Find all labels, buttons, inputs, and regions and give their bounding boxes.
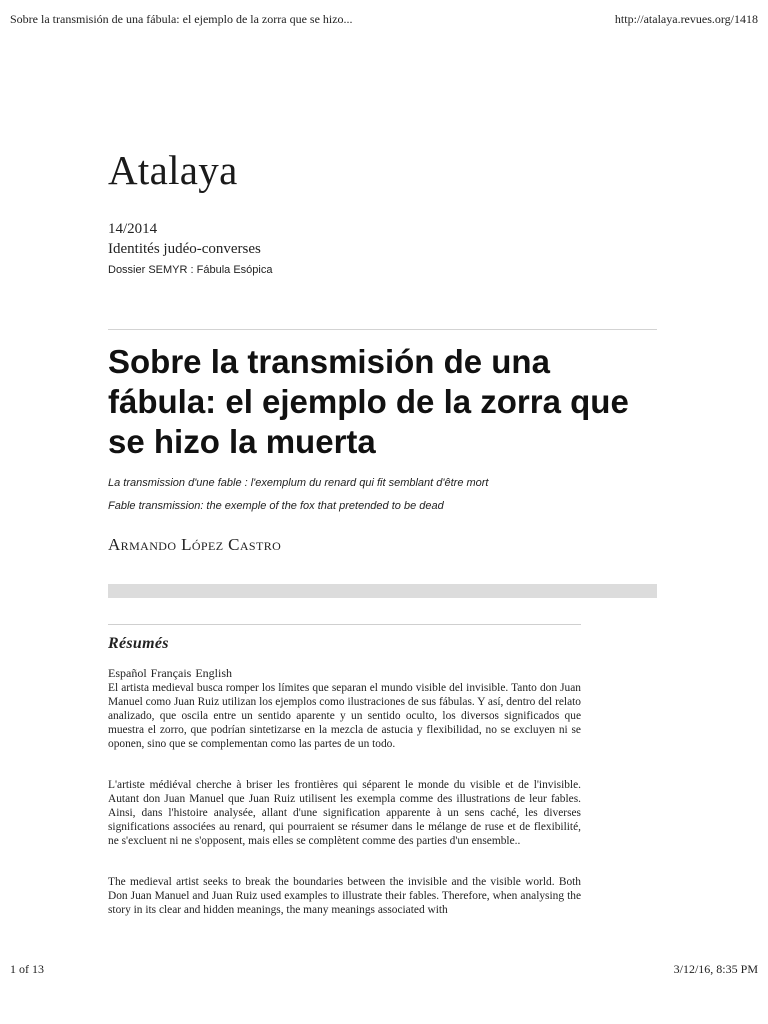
language-switcher: [108, 666, 236, 681]
divider: [108, 624, 581, 625]
alt-title-english: Fable transmission: the exemple of the fox that pretended to be dead: [108, 500, 444, 512]
author-name[interactable]: Armando López Castro: [108, 535, 282, 554]
site-title[interactable]: Atalaya: [108, 147, 238, 193]
page-counter: 1 of 13: [10, 962, 44, 976]
article-title: Sobre la transmisión de una fábula: el ejemplo de la zorra que se hizo la muerta: [108, 343, 629, 460]
language-link-fr[interactable]: Français: [150, 666, 192, 680]
print-header-url[interactable]: http://atalaya.revues.org/1418: [614, 12, 758, 26]
abstract-spanish: El artista medieval busca romper los límites que separan el mundo visible del invisible. Tanto don Juan Manuel como Juan Ruiz utilizan los ejemplos como ilustraciones de sus fábulas. Y así, dentro del relato analizado, que oscila entre un sentido aparente y un sentido oculto, los diversos significados que muestra el zorro, que podrían sintetizarse en la mezcla de astucia y flexibilidad, no se excluyen ni se oponen, sino que se complementan como las partes de un todo.: [108, 682, 581, 750]
dossier-label: Dossier SEMYR : Fábula Esópica: [108, 264, 273, 276]
toolbar-bar: [108, 584, 657, 598]
divider: [108, 329, 657, 330]
abstract-english: The medieval artist seeks to break the boundaries between the invisible and the visible world. Both Don Juan Manuel and Juan Ruiz used examples to illustrate their fables. Therefore, when analysing the story in its clear and hidden meanings, the many meanings associated with: [108, 876, 581, 916]
resumes-heading: Résumés: [108, 635, 169, 652]
issue-number[interactable]: 14/2014: [108, 221, 158, 237]
alt-title-french: La transmission d'une fable : l'exemplum du renard qui fit semblant d'être mort: [108, 477, 489, 489]
language-link-en[interactable]: English: [195, 666, 232, 680]
abstract-french: L'artiste médiéval cherche à briser les frontières qui séparent le monde du visible et de l'invisible. Autant don Juan Manuel que Juan Ruiz utilisent les exempla comme des illustrations de leur fables. Ainsi, dans l'histoire analysée, allant d'une signification apparente à un sens caché, les diverses significations associées au renard, qui pourraient se résumer dans le mélange de ruse et de flexibilité, ne s'excluent ni ne s'opposent, mais elles se complètent comme des parties d'un ensemble..: [108, 779, 581, 847]
issue-title[interactable]: Identités judéo-converses: [108, 241, 261, 257]
print-datetime: 3/12/16, 8:35 PM: [673, 962, 758, 976]
print-header-title: Sobre la transmisión de una fábula: el ejemplo de la zorra que se hizo...: [10, 12, 353, 26]
language-link-es[interactable]: Español: [108, 666, 147, 680]
